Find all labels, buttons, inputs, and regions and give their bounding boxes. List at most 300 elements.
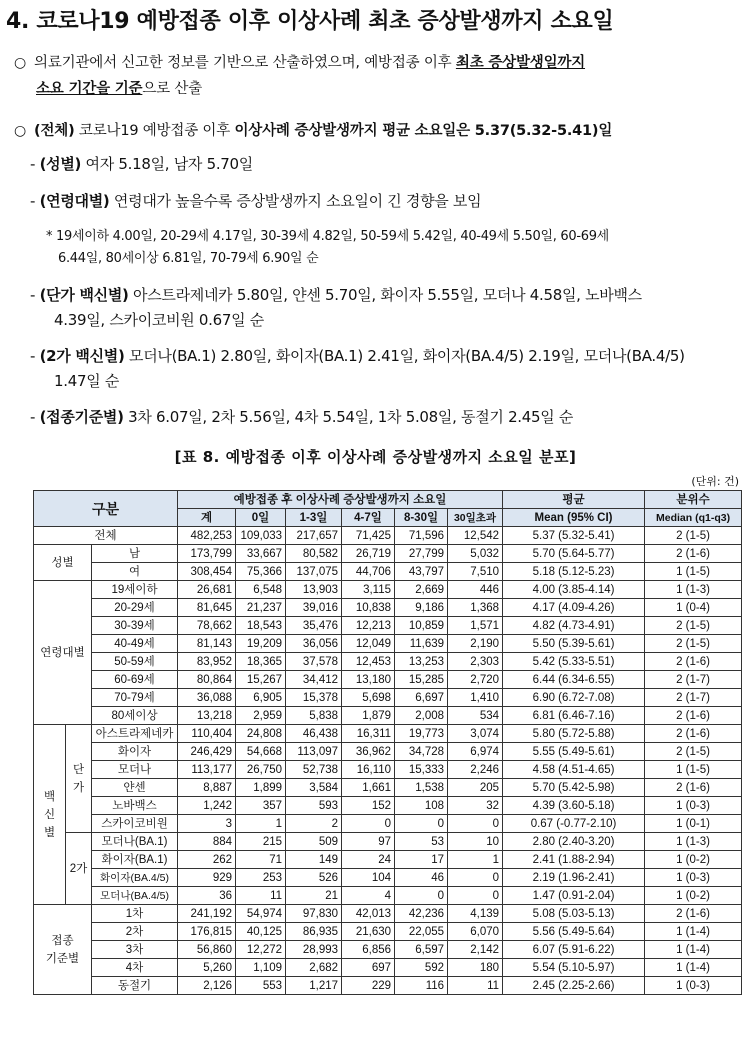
median-cell: 1 (1-4) [645,923,742,941]
mean-cell: 5.37 (5.32-5.41) [503,527,645,545]
circle-bullet: ○ [14,55,27,71]
header-col: 30일초과 [448,509,503,527]
dash: - [30,286,36,304]
value-cell: 5,838 [286,707,342,725]
value-cell: 5,698 [342,689,395,707]
overall-label: (전체) [34,123,75,139]
value-cell: 33,667 [236,545,286,563]
table-row [34,761,742,779]
table-row [34,977,742,995]
row-label: 3차 [92,941,178,959]
age-text: 연령대가 높을수록 증상발생까지 소요일이 긴 경향을 보임 [109,192,482,210]
mean-cell: 4.82 (4.73-4.91) [503,617,645,635]
value-cell: 4,139 [448,905,503,923]
table-caption: [표 8. 예방접종 이후 이상사례 증상발생까지 소요일 분포] [174,448,577,466]
value-cell: 15,267 [236,671,286,689]
value-cell: 3 [178,815,236,833]
value-cell: 6,697 [395,689,448,707]
value-cell: 2,959 [236,707,286,725]
value-cell: 12,272 [236,941,286,959]
value-cell: 104 [342,869,395,887]
median-cell: 2 (1-6) [645,653,742,671]
value-cell: 37,578 [286,653,342,671]
value-cell: 78,662 [178,617,236,635]
row-label: 40-49세 [92,635,178,653]
row-label: 얀센 [92,779,178,797]
dash: - [30,155,36,173]
value-cell: 46 [395,869,448,887]
value-cell: 1,109 [236,959,286,977]
table-row [34,887,742,905]
value-cell: 16,311 [342,725,395,743]
value-cell: 1,410 [448,689,503,707]
value-cell: 262 [178,851,236,869]
row-label: 모더나(BA.1) [92,833,178,851]
mean-cell: 4.39 (3.60-5.18) [503,797,645,815]
value-cell: 526 [286,869,342,887]
mean-cell: 5.42 (5.33-5.51) [503,653,645,671]
value-cell: 71,596 [395,527,448,545]
value-cell: 3,584 [286,779,342,797]
table-row [34,545,742,563]
table-row [34,563,742,581]
header-median-sub: Median (q1-q3) [645,509,742,527]
value-cell: 1,217 [286,977,342,995]
row-label: 동절기 [92,977,178,995]
circle-bullet: ○ [14,123,27,139]
mono-label: (단가 백신별) [39,286,129,304]
median-cell: 2 (1-5) [645,617,742,635]
value-cell: 26,681 [178,581,236,599]
mono-text-2: 4.39일, 스카이코비원 0.67일 순 [54,311,264,329]
value-cell: 110,404 [178,725,236,743]
value-cell: 217,657 [286,527,342,545]
header-category: 구분 [34,491,178,527]
value-cell: 28,993 [286,941,342,959]
intro-emphasis-2: 소요 기간을 기준 [36,81,143,97]
value-cell: 39,016 [286,599,342,617]
value-cell: 22,055 [395,923,448,941]
dose-text: 3차 6.07일, 2차 5.56일, 4차 5.54일, 1차 5.08일, 동절기 2.45일 순 [123,408,574,426]
mean-cell: 1.47 (0.91-2.04) [503,887,645,905]
median-cell: 1 (1-3) [645,833,742,851]
mean-cell: 5.70 (5.64-5.77) [503,545,645,563]
median-cell: 1 (0-1) [645,815,742,833]
value-cell: 24,808 [236,725,286,743]
median-cell: 1 (0-3) [645,797,742,815]
value-cell: 152 [342,797,395,815]
table-row [34,851,742,869]
median-cell: 1 (0-4) [645,599,742,617]
value-cell: 75,366 [236,563,286,581]
value-cell: 11,639 [395,635,448,653]
value-cell: 2,190 [448,635,503,653]
mean-cell: 0.67 (-0.77-2.10) [503,815,645,833]
value-cell: 35,476 [286,617,342,635]
header-mean: 평균 [503,491,645,509]
value-cell: 1,899 [236,779,286,797]
value-cell: 15,285 [395,671,448,689]
group-label-dose: 접종 기준별 [34,905,92,995]
table-row [34,599,742,617]
value-cell: 593 [286,797,342,815]
dash: - [30,408,36,426]
table-row [34,689,742,707]
value-cell: 36 [178,887,236,905]
mono-text-1: 아스트라제네카 5.80일, 얀센 5.70일, 화이자 5.55일, 모더나 4.58일, 노바백스 [128,286,642,304]
value-cell: 54,974 [236,905,286,923]
bivalent-vaccine-item [30,344,685,394]
value-cell: 97,830 [286,905,342,923]
dose-item [30,405,573,430]
table-row [34,707,742,725]
value-cell: 149 [286,851,342,869]
value-cell: 137,075 [286,563,342,581]
value-cell: 71,425 [342,527,395,545]
mean-cell: 4.00 (3.85-4.14) [503,581,645,599]
bivalent-text-2: 1.47일 순 [54,372,120,390]
value-cell: 46,438 [286,725,342,743]
table-row [34,617,742,635]
mean-cell: 2.80 (2.40-3.20) [503,833,645,851]
value-cell: 697 [342,959,395,977]
value-cell: 1,242 [178,797,236,815]
value-cell: 2,008 [395,707,448,725]
value-cell: 12,542 [448,527,503,545]
value-cell: 13,253 [395,653,448,671]
value-cell: 42,013 [342,905,395,923]
median-cell: 1 (1-4) [645,959,742,977]
value-cell: 21,237 [236,599,286,617]
value-cell: 10 [448,833,503,851]
median-cell: 2 (1-7) [645,689,742,707]
value-cell: 6,856 [342,941,395,959]
table-row [34,527,742,545]
value-cell: 534 [448,707,503,725]
table-row [34,941,742,959]
value-cell: 13,903 [286,581,342,599]
dash: - [30,347,36,365]
value-cell: 34,412 [286,671,342,689]
row-label: 남 [92,545,178,563]
age-item [30,189,481,214]
value-cell: 5,260 [178,959,236,977]
mono-vaccine-item [30,283,642,333]
value-cell: 929 [178,869,236,887]
row-label: 60-69세 [92,671,178,689]
value-cell: 36,088 [178,689,236,707]
table-unit: (단위: 건) [691,475,739,488]
value-cell: 1 [448,851,503,869]
value-cell: 446 [448,581,503,599]
value-cell: 205 [448,779,503,797]
table-row [34,959,742,977]
value-cell: 176,815 [178,923,236,941]
header-col: 4-7일 [342,509,395,527]
value-cell: 81,143 [178,635,236,653]
mean-cell: 5.80 (5.72-5.88) [503,725,645,743]
value-cell: 229 [342,977,395,995]
median-cell: 1 (0-2) [645,887,742,905]
value-cell: 42,236 [395,905,448,923]
value-cell: 6,597 [395,941,448,959]
age-detail-line-1: 19세이하 4.00일, 20-29세 4.17일, 30-39세 4.82일, 50-59세 5.42일, 40-49세 5.50일, 60-69세 [56,229,609,244]
value-cell: 26,719 [342,545,395,563]
age-label: (연령대별) [39,192,110,210]
row-label: 화이자(BA.1) [92,851,178,869]
row-label: 30-39세 [92,617,178,635]
value-cell: 18,365 [236,653,286,671]
value-cell: 24 [342,851,395,869]
value-cell: 3,115 [342,581,395,599]
value-cell: 1,661 [342,779,395,797]
value-cell: 11 [236,887,286,905]
value-cell: 2,720 [448,671,503,689]
value-cell: 12,049 [342,635,395,653]
value-cell: 17 [395,851,448,869]
value-cell: 80,582 [286,545,342,563]
bivalent-text-1: 모더나(BA.1) 2.80일, 화이자(BA.1) 2.41일, 화이자(BA.4/5) 2.19일, 모더나(BA.4/5) [124,347,685,365]
value-cell: 308,454 [178,563,236,581]
row-label: 모더나(BA.4/5) [92,887,178,905]
median-cell: 2 (1-5) [645,527,742,545]
value-cell: 173,799 [178,545,236,563]
value-cell: 6,974 [448,743,503,761]
median-cell: 2 (1-6) [645,725,742,743]
median-cell: 1 (1-5) [645,761,742,779]
median-cell: 2 (1-5) [645,743,742,761]
value-cell: 1,538 [395,779,448,797]
value-cell: 108 [395,797,448,815]
mean-cell: 2.41 (1.88-2.94) [503,851,645,869]
value-cell: 10,838 [342,599,395,617]
sex-label: (성별) [39,155,82,173]
value-cell: 8,887 [178,779,236,797]
value-cell: 13,180 [342,671,395,689]
row-label: 2차 [92,923,178,941]
value-cell: 44,706 [342,563,395,581]
intro-text: 의료기관에서 신고한 정보를 기반으로 산출하였으며, 예방접종 이후 [34,55,456,71]
mean-cell: 6.07 (5.91-6.22) [503,941,645,959]
value-cell: 43,797 [395,563,448,581]
value-cell: 0 [448,887,503,905]
row-label: 스카이코비원 [92,815,178,833]
median-cell: 1 (1-3) [645,581,742,599]
value-cell: 2,303 [448,653,503,671]
mean-cell: 5.18 (5.12-5.23) [503,563,645,581]
value-cell: 34,728 [395,743,448,761]
dose-label: (접종기준별) [39,408,124,426]
value-cell: 553 [236,977,286,995]
value-cell: 241,192 [178,905,236,923]
value-cell: 97 [342,833,395,851]
table-row [34,635,742,653]
median-cell: 1 (0-3) [645,869,742,887]
overall-emphasis: 이상사례 증상발생까지 평균 소요일은 5.37(5.32-5.41)일 [234,123,613,139]
value-cell: 12,453 [342,653,395,671]
row-label: 1차 [92,905,178,923]
value-cell: 80,864 [178,671,236,689]
value-cell: 1 [236,815,286,833]
intro-tail: 으로 산출 [142,81,202,97]
table-body [34,527,742,995]
table-row [34,671,742,689]
value-cell: 13,218 [178,707,236,725]
age-detail-line-2: 6.44일, 80세이상 6.81일, 70-79세 6.90일 순 [58,251,319,266]
age-detail [46,226,609,270]
value-cell: 215 [236,833,286,851]
value-cell: 0 [342,815,395,833]
value-cell: 6,905 [236,689,286,707]
value-cell: 884 [178,833,236,851]
table-row [34,869,742,887]
value-cell: 2,682 [286,959,342,977]
value-cell: 53 [395,833,448,851]
dash: - [30,192,36,210]
median-cell: 2 (1-6) [645,905,742,923]
value-cell: 36,056 [286,635,342,653]
value-cell: 116 [395,977,448,995]
header-col: 0일 [236,509,286,527]
row-label: 4차 [92,959,178,977]
median-cell: 2 (1-7) [645,671,742,689]
header-mean-sub: Mean (95% CI) [503,509,645,527]
mean-cell: 4.58 (4.51-4.65) [503,761,645,779]
value-cell: 4 [342,887,395,905]
value-cell: 2,142 [448,941,503,959]
value-cell: 15,333 [395,761,448,779]
row-label: 노바백스 [92,797,178,815]
mean-cell: 2.45 (2.25-2.66) [503,977,645,995]
row-label: 50-59세 [92,653,178,671]
value-cell: 52,738 [286,761,342,779]
value-cell: 246,429 [178,743,236,761]
median-cell: 1 (1-5) [645,563,742,581]
value-cell: 19,773 [395,725,448,743]
mean-cell: 6.90 (6.72-7.08) [503,689,645,707]
mean-cell: 5.56 (5.49-5.64) [503,923,645,941]
sex-text: 여자 5.18일, 남자 5.70일 [81,155,253,173]
table-row [34,581,742,599]
value-cell: 32 [448,797,503,815]
mean-cell: 5.50 (5.39-5.61) [503,635,645,653]
value-cell: 253 [236,869,286,887]
mean-cell: 5.55 (5.49-5.61) [503,743,645,761]
mean-cell: 5.54 (5.10-5.97) [503,959,645,977]
value-cell: 16,110 [342,761,395,779]
value-cell: 12,213 [342,617,395,635]
mean-cell: 2.19 (1.96-2.41) [503,869,645,887]
row-label: 70-79세 [92,689,178,707]
value-cell: 1,571 [448,617,503,635]
value-cell: 0 [448,869,503,887]
value-cell: 36,962 [342,743,395,761]
median-cell: 2 (1-6) [645,779,742,797]
table-row [34,743,742,761]
value-cell: 86,935 [286,923,342,941]
value-cell: 357 [236,797,286,815]
median-cell: 2 (1-5) [645,635,742,653]
median-cell: 1 (1-4) [645,941,742,959]
group-label-sex: 성별 [34,545,92,581]
value-cell: 54,668 [236,743,286,761]
table-row [34,815,742,833]
median-cell: 2 (1-6) [645,545,742,563]
header-col: 1-3일 [286,509,342,527]
header-col: 계 [178,509,236,527]
median-cell: 2 (1-6) [645,707,742,725]
header-median: 분위수 [645,491,742,509]
section-title: 4. 코로나19 예방접종 이후 이상사례 최초 증상발생까지 소요일 [6,9,614,34]
table-row [34,797,742,815]
row-label: 80세이상 [92,707,178,725]
value-cell: 26,750 [236,761,286,779]
value-cell: 0 [448,815,503,833]
header-col: 8-30일 [395,509,448,527]
value-cell: 83,952 [178,653,236,671]
value-cell: 0 [395,815,448,833]
value-cell: 2 [286,815,342,833]
row-label: 20-29세 [92,599,178,617]
group-label-mono: 단 가 [66,725,92,833]
table-row [34,653,742,671]
value-cell: 2,126 [178,977,236,995]
value-cell: 113,097 [286,743,342,761]
value-cell: 180 [448,959,503,977]
value-cell: 1,879 [342,707,395,725]
intro-emphasis-1: 최초 증상발생일까지 [455,55,586,71]
value-cell: 71 [236,851,286,869]
mean-cell: 4.17 (4.09-4.26) [503,599,645,617]
value-cell: 18,543 [236,617,286,635]
table-row [34,779,742,797]
row-label: 아스트라제네카 [92,725,178,743]
median-cell: 1 (0-3) [645,977,742,995]
sex-item [30,152,253,177]
row-label: 19세이하 [92,581,178,599]
value-cell: 1,368 [448,599,503,617]
overall-text: 코로나19 예방접종 이후 [74,123,235,139]
value-cell: 2,246 [448,761,503,779]
header-group: 예방접종 후 이상사례 증상발생까지 소요일 [178,491,503,509]
group-label-bivalent: 2가 [66,833,92,905]
value-cell: 509 [286,833,342,851]
value-cell: 27,799 [395,545,448,563]
value-cell: 109,033 [236,527,286,545]
value-cell: 482,253 [178,527,236,545]
intro-paragraph [14,50,585,102]
mean-cell: 6.81 (6.46-7.16) [503,707,645,725]
table-row [34,725,742,743]
value-cell: 0 [395,887,448,905]
table-row [34,905,742,923]
value-cell: 6,070 [448,923,503,941]
value-cell: 19,209 [236,635,286,653]
value-cell: 15,378 [286,689,342,707]
value-cell: 10,859 [395,617,448,635]
mean-cell: 5.70 (5.42-5.98) [503,779,645,797]
table-row [34,833,742,851]
value-cell: 9,186 [395,599,448,617]
row-label: 전체 [34,527,178,545]
value-cell: 21,630 [342,923,395,941]
value-cell: 56,860 [178,941,236,959]
group-label-age: 연령대별 [34,581,92,725]
value-cell: 113,177 [178,761,236,779]
row-label: 화이자 [92,743,178,761]
value-cell: 6,548 [236,581,286,599]
row-label: 화이자(BA.4/5) [92,869,178,887]
